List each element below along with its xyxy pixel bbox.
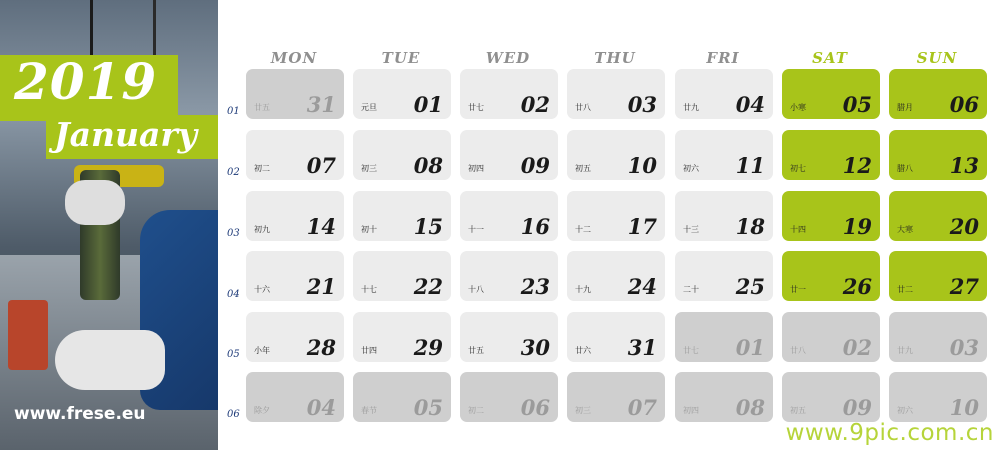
week-number: 03 <box>227 228 240 239</box>
lunar-date: 十六 <box>254 285 270 294</box>
day-cell[interactable] <box>246 69 344 119</box>
day-number: 09 <box>842 395 872 420</box>
week-number: 02 <box>227 167 240 178</box>
day-cell[interactable] <box>246 312 344 362</box>
day-cell[interactable] <box>675 130 773 180</box>
day-number: 08 <box>413 153 443 178</box>
day-cell[interactable] <box>889 130 987 180</box>
lunar-date: 初六 <box>897 406 913 415</box>
calendar-year: 2019 <box>14 52 158 111</box>
watermark-text: www.9pic.com.cn <box>785 420 994 446</box>
lunar-date: 除夕 <box>254 406 270 415</box>
day-cell[interactable] <box>567 69 665 119</box>
day-number: 01 <box>413 92 443 117</box>
calendar-month: January <box>54 115 197 154</box>
lunar-date: 腊八 <box>897 164 913 173</box>
day-number: 10 <box>627 153 657 178</box>
lunar-date: 元旦 <box>361 103 377 112</box>
lunar-date: 初四 <box>683 406 699 415</box>
lunar-date: 廿二 <box>897 285 913 294</box>
day-cell[interactable] <box>353 372 451 422</box>
day-number: 10 <box>949 395 979 420</box>
day-number: 29 <box>413 335 443 360</box>
day-cell[interactable] <box>460 312 558 362</box>
lunar-date: 廿五 <box>468 346 484 355</box>
cable-shape <box>90 0 156 60</box>
day-cell[interactable] <box>246 251 344 301</box>
day-number: 31 <box>306 92 336 117</box>
day-number: 18 <box>735 214 765 239</box>
weekday-tue: TUE <box>381 49 421 67</box>
day-number: 20 <box>949 214 979 239</box>
day-number: 30 <box>520 335 550 360</box>
lunar-date: 廿八 <box>790 346 806 355</box>
day-number: 11 <box>735 153 765 178</box>
day-cell[interactable] <box>889 251 987 301</box>
day-number: 26 <box>842 274 872 299</box>
day-number: 19 <box>842 214 872 239</box>
day-cell[interactable] <box>889 372 987 422</box>
day-cell[interactable] <box>675 69 773 119</box>
lunar-date: 初三 <box>361 164 377 173</box>
day-number: 28 <box>306 335 336 360</box>
day-cell[interactable] <box>567 191 665 241</box>
lunar-date: 初五 <box>790 406 806 415</box>
lunar-date: 廿五 <box>254 103 270 112</box>
day-number: 01 <box>735 335 765 360</box>
day-number: 17 <box>627 214 657 239</box>
day-number: 07 <box>627 395 657 420</box>
day-number: 09 <box>520 153 550 178</box>
day-cell[interactable] <box>353 69 451 119</box>
day-cell[interactable] <box>353 130 451 180</box>
day-cell[interactable] <box>675 312 773 362</box>
day-number: 06 <box>949 92 979 117</box>
lunar-date: 廿七 <box>683 346 699 355</box>
lunar-date: 十四 <box>790 225 806 234</box>
day-number: 25 <box>735 274 765 299</box>
glove-upper-shape <box>65 180 125 225</box>
day-number: 14 <box>306 214 336 239</box>
weekday-fri: FRI <box>706 49 740 67</box>
day-number: 15 <box>413 214 443 239</box>
day-cell[interactable] <box>782 251 880 301</box>
lunar-date: 初五 <box>575 164 591 173</box>
lunar-date: 十八 <box>468 285 484 294</box>
lunar-date: 廿七 <box>468 103 484 112</box>
day-number: 16 <box>520 214 550 239</box>
glove-lower-shape <box>55 330 165 390</box>
day-number: 08 <box>735 395 765 420</box>
weekday-mon: MON <box>270 49 318 67</box>
website-text: www.frese.eu <box>14 404 146 424</box>
lunar-date: 廿八 <box>575 103 591 112</box>
machine-part-shape <box>8 300 48 370</box>
day-cell[interactable] <box>460 191 558 241</box>
day-cell[interactable] <box>460 372 558 422</box>
day-cell[interactable] <box>889 69 987 119</box>
day-number: 23 <box>520 274 550 299</box>
day-cell[interactable] <box>675 251 773 301</box>
week-number: 04 <box>227 289 240 300</box>
weekday-thu: THU <box>594 49 636 67</box>
day-cell[interactable] <box>782 130 880 180</box>
day-cell[interactable] <box>567 251 665 301</box>
lunar-date: 初十 <box>361 225 377 234</box>
day-cell[interactable] <box>782 191 880 241</box>
day-number: 02 <box>520 92 550 117</box>
lunar-date: 廿九 <box>683 103 699 112</box>
day-cell[interactable] <box>246 372 344 422</box>
day-number: 21 <box>306 274 336 299</box>
lunar-date: 二十 <box>683 285 699 294</box>
day-cell[interactable] <box>353 312 451 362</box>
day-number: 31 <box>627 335 657 360</box>
day-cell[interactable] <box>460 251 558 301</box>
lunar-date: 小寒 <box>790 103 806 112</box>
day-cell[interactable] <box>567 312 665 362</box>
day-number: 24 <box>627 274 657 299</box>
lunar-date: 初九 <box>254 225 270 234</box>
week-number: 06 <box>227 409 240 420</box>
lunar-date: 十七 <box>361 285 377 294</box>
weekday-sat: SAT <box>812 49 848 67</box>
lunar-date: 初二 <box>468 406 484 415</box>
day-number: 03 <box>627 92 657 117</box>
lunar-date: 十二 <box>575 225 591 234</box>
day-cell[interactable] <box>782 372 880 422</box>
lunar-date: 春节 <box>361 406 377 415</box>
day-number: 02 <box>842 335 872 360</box>
weekday-sun: SUN <box>916 49 958 67</box>
lunar-date: 初三 <box>575 406 591 415</box>
day-cell[interactable] <box>889 312 987 362</box>
day-number: 04 <box>735 92 765 117</box>
week-number: 05 <box>227 349 240 360</box>
lunar-date: 十三 <box>683 225 699 234</box>
lunar-date: 初六 <box>683 164 699 173</box>
day-number: 03 <box>949 335 979 360</box>
day-cell[interactable] <box>675 191 773 241</box>
day-number: 07 <box>306 153 336 178</box>
lunar-date: 初二 <box>254 164 270 173</box>
day-number: 06 <box>520 395 550 420</box>
day-number: 13 <box>949 153 979 178</box>
day-cell[interactable] <box>353 191 451 241</box>
day-number: 04 <box>306 395 336 420</box>
day-cell[interactable] <box>353 251 451 301</box>
day-number: 12 <box>842 153 872 178</box>
day-cell[interactable] <box>889 191 987 241</box>
day-number: 27 <box>949 274 979 299</box>
day-cell[interactable] <box>675 372 773 422</box>
lunar-date: 廿四 <box>361 346 377 355</box>
day-number: 22 <box>413 274 443 299</box>
day-cell[interactable] <box>246 130 344 180</box>
day-number: 05 <box>842 92 872 117</box>
day-cell[interactable] <box>782 69 880 119</box>
lunar-date: 大寒 <box>897 225 913 234</box>
lunar-date: 初七 <box>790 164 806 173</box>
lunar-date: 廿六 <box>575 346 591 355</box>
day-cell[interactable] <box>567 130 665 180</box>
lunar-date: 廿九 <box>897 346 913 355</box>
day-cell[interactable] <box>460 130 558 180</box>
lunar-date: 十一 <box>468 225 484 234</box>
lunar-date: 十九 <box>575 285 591 294</box>
weekday-wed: WED <box>485 49 531 67</box>
week-number: 01 <box>227 106 240 117</box>
day-cell[interactable] <box>782 312 880 362</box>
lunar-date: 廿一 <box>790 285 806 294</box>
lunar-date: 小年 <box>254 346 270 355</box>
lunar-date: 腊月 <box>897 103 913 112</box>
day-number: 05 <box>413 395 443 420</box>
day-cell[interactable] <box>460 69 558 119</box>
day-cell[interactable] <box>567 372 665 422</box>
lunar-date: 初四 <box>468 164 484 173</box>
day-cell[interactable] <box>246 191 344 241</box>
